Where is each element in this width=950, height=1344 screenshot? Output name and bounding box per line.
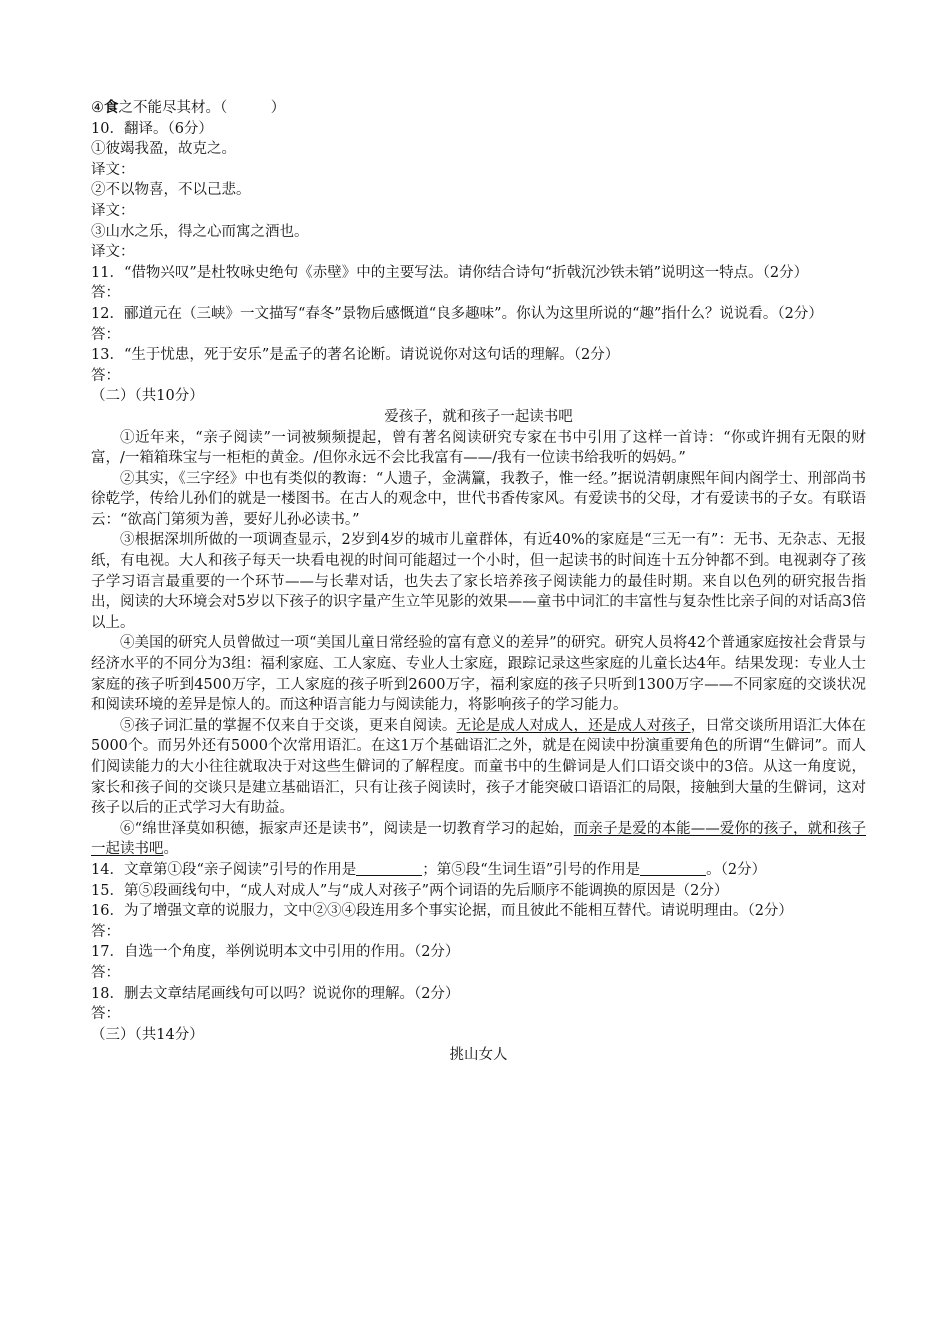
section2-header: （二）（共10分） [91,388,204,405]
q16-text: 16．为了增强文章的说服力，文中②③④段连用多个事实论据，而且彼此不能相互替代。请说明理由。（2分） [91,903,793,920]
paragraph-5-intro: ⑤孩子词汇量的掌握不仅来自于交谈，更来自阅读。 [120,717,457,734]
article-paragraph-3: ③根据深圳所做的一项调查显示，2岁到4岁的城市儿童群体，有近40%的家庭是“三无一有”：无书、无杂志、无报纸，有电视。大人和孩子每天一块看电视的时间可能超过一个小时，但一起读书的时间连十五分钟都不到。电视剥夺了孩子学习语言最重要的一个环节——与长辈对话，也失去了家长培养孩子阅读能力的最佳时期。来自以色列的研究报告指出，阅读的大环境会对5岁以下孩子的识字量产生立竿见影的效果——童书中词汇的丰富性与复杂性比亲子间的对话高3倍以上。 [91,532,866,631]
q14-text [91,860,866,881]
q10-answer-label-2: 译文： [91,202,135,219]
q14-part-2: ；第⑤段“生词生语”引号的作用是 [422,861,641,878]
q13-text: 13．“生于忧患，死于安乐”是孟子的著名论断。请说说你对这句话的理解。（2分） [91,347,620,364]
exam-page [91,98,866,1066]
q15-text: 15．第⑤段画线句中，“成人对成人”与“成人对孩子”两个词语的先后顺序不能调换的原因是（2分） [91,882,729,899]
paragraph-5-rest: ，日常交谈所用语汇大体在5000个。而另外还有5000个次常用语汇。在这1万个基础语汇之外，就是在阅读中扮演重要角色的所谓“生僻词”。而人们阅读能力的大小往往就取决于对这些生僻词的了解程度。而童书中的生僻词是人们口语交谈中的3倍。从这一角度说，家长和孩子间的交谈只是建立基础语汇，只有让孩子阅读时，孩子才能突破口语语汇的局限，接触到大量的生僻词，这对孩子以后的正式学习大有助益。 [91,717,867,817]
q16-answer-label: 答： [91,923,120,940]
q17-answer-label: 答： [91,964,120,981]
q10-item-2: ②不以物喜，不以己悲。 [91,182,251,199]
article-paragraph-5 [91,716,866,819]
q14-answer-blank-2[interactable] [640,861,706,876]
q10-item-1: ①彼竭我盈，故克之。 [91,141,236,158]
q17-text: 17．自选一个角度，举例说明本文中引用的作用。（2分） [91,944,460,961]
q14-answer-blank-1[interactable] [356,861,422,876]
section2-article-title: 爱孩子，就和孩子一起读书吧 [384,408,573,425]
article-paragraph-1: ①近年来，“亲子阅读”一词被频频提起，曾有著名阅读研究专家在书中引用了这样一首诗：“你或许拥有无限的财富，/一箱箱珠宝与一柜柜的黄金。/但你永远不会比我富有——/我有一位读书给我听的妈妈。” [91,429,866,467]
q9-item-4-num: ④ [91,100,104,116]
section3-header: （三）（共14分） [91,1026,204,1043]
article-paragraph-4: ④美国的研究人员曾做过一项“美国儿童日常经验的富有意义的差异”的研究。研究人员将42个普通家庭按社会背景与经济水平的不同分为3组：福利家庭、工人家庭、专业人士家庭，跟踪记录这些家庭的儿童长达4年。结果发现：专业人士家庭的孩子听到4500万字，工人家庭的孩子听到2600万字，福利家庭的孩子只听到1300万字——不同家庭的交谈状况和阅读环境的差异是惊人的。而这种语言能力与阅读能力，将影响孩子的学习能力。 [91,635,866,714]
article-paragraph-6 [91,819,866,860]
q10-item-3: ③山水之乐，得之心而寓之酒也。 [91,223,309,240]
q18-answer-label: 答： [91,1006,120,1023]
q14-part-3: 。（2分） [706,861,767,878]
paragraph-5-underlined-sentence: 无论是成人对成人，还是成人对孩子 [456,717,691,734]
q18-text: 18．删去文章结尾画线句可以吗？说说你的理解。（2分） [91,985,460,1002]
q9-item-4-bold-char: 食 [104,99,119,116]
paragraph-6-intro: ⑥“绵世泽莫如积德，振家声还是读书”，阅读是一切教育学习的起始， [120,820,574,837]
q9-item-4-rest: 之不能尽其材。（ ） [118,100,286,116]
article-paragraph-2: ②其实，《三字经》中也有类似的教诲：“人遗子，金满籯，我教子，惟一经。”据说清朝康熙年间内阁学士、刑部尚书徐乾学，传给儿孙们的就是一楼图书。在古人的观念中，世代书香传家风。有爱读书的父母，才有爱读书的子女。有联语云：“欲高门第须为善，要好儿孙必读书。” [91,470,866,528]
q12-answer-label: 答： [91,326,120,343]
q11-text: 11．“借物兴叹”是杜牧咏史绝句《赤壁》中的主要写法。请你结合诗句“折戟沉沙铁未销”说明这一特点。（2分） [91,264,809,281]
q10-answer-label-3: 译文： [91,244,135,261]
q9-item-4 [91,98,866,119]
q14-part-1: 14．文章第①段“亲子阅读”引号的作用是 [91,861,357,878]
q10-answer-label-1: 译文： [91,161,135,178]
paragraph-6-end: 。 [163,841,178,858]
section3-article-title: 挑山女人 [449,1047,508,1064]
q12-text: 12．郦道元在（三峡》一文描写“春冬”景物后感慨道“良多趣味”。你认为这里所说的“趣”指什么？说说看。（2分） [91,305,823,322]
paragraph-6-underlined-sentence: 而亲子是爱的本能——爱你的孩子，就和孩子一起读书吧 [91,820,867,858]
q13-answer-label: 答： [91,367,120,384]
q10-title: 10．翻译。（6分） [91,120,213,137]
q11-answer-label: 答： [91,285,120,302]
